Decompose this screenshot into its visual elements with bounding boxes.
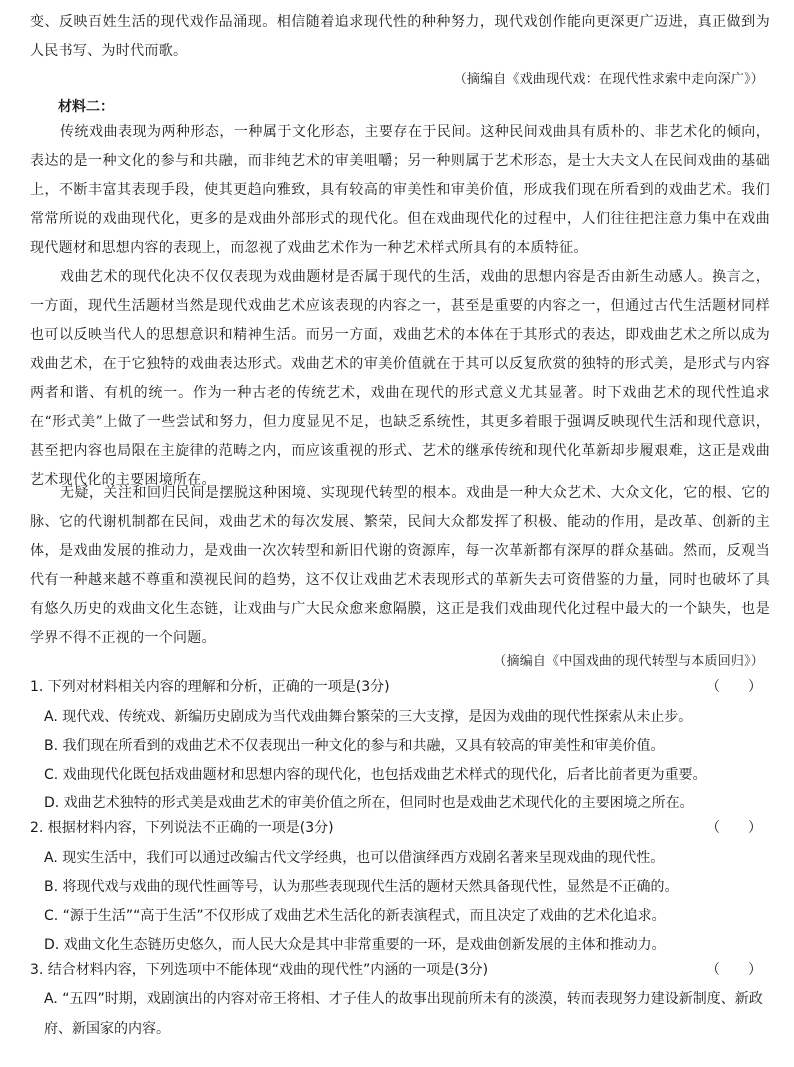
material1-tail-text: 变、反映百姓生活的现代戏作品涌现。相信随着追求现代性的种种努力，现代戏创作能向更深更广迈进，真正做到为人民书写、为时代而歌。 [30,14,770,59]
question-2-option-c[interactable]: C. “源于生活”“高于生活”不仅形成了戏曲艺术生活化的新表演程式，而且决定了戏曲的艺术化追求。 [44,908,666,924]
answer-bracket[interactable]: （ ） [706,820,762,836]
question-1-stem [30,677,770,697]
answer-bracket[interactable]: （ ） [706,962,762,978]
material2-paragraph: 无疑，关注和回归民间是摆脱这种困境、实现现代转型的根本。戏曲是一种大众艺术、大众文化，它的根、它的脉、它的代谢机制都在民间，戏曲艺术的每次发展、繁荣，民间大众都发挥了积极、能动的作用，是改革、创新的主体，是戏曲发展的推动力，是戏曲一次次转型和新旧代谢的资源库，每一次革新都有深厚的群众基础。然而，反观当代有一种越来越不尊重和漠视民间的趋势，这不仅让戏曲艺术表现形式的革新失去可资借鉴的力量，同时也破坏了具有悠久历史的戏曲文化生态链，让戏曲与广大民众愈来愈隔膜，这正是我们戏曲现代化过程中最大的一个缺失，也是学界不得不正视的一个问题。 [30,485,770,646]
question-3-stem [30,960,770,980]
question-1-option-d[interactable]: D. 戏曲艺术独特的形式美是戏曲艺术的审美价值之所在，但同时也是戏曲艺术现代化的主要困境之所在。 [44,795,694,811]
question-stem-text: 3. 结合材料内容，下列选项中不能体现“戏曲的现代性”内涵的一项是(3分) [30,962,489,978]
question-2-option-d[interactable]: D. 戏曲文化生态链历史悠久，而人民大众是其中非常重要的一环，是戏曲创新发展的主体和推动力。 [44,937,666,953]
question-3-option-a[interactable]: A. “五四”时期，戏剧演出的内容对帝王将相、才子佳人的故事出现前所未有的淡漠，转而表现努力建设新制度、新政府、新国家的内容。 [44,991,763,1037]
material2-source: （摘编自《中国戏曲的现代转型与本质回归》） [493,654,764,669]
material2-paragraph: 传统戏曲表现为两种形态，一种属于文化形态，主要存在于民间。这种民间戏曲具有质朴的、非艺术化的倾向，表达的是一种文化的参与和共融，而非纯艺术的审美咀嚼；另一种则属于艺术形态，是士大夫文人在民间戏曲的基础上，不断丰富其表现手段，使其更趋向雅致，具有较高的审美性和审美价值，形成我们现在所看到的戏曲艺术。我们常常所说的戏曲现代化，更多的是戏曲外部形式的现代化。但在戏曲现代化的过程中，人们往往把注意力集中在戏曲现代题材和思想内容的表现上，而忽视了戏曲艺术作为一种艺术样式所具有的本质特征。 [30,124,770,256]
answer-bracket[interactable]: （ ） [706,679,762,695]
material2-heading: 材料二： [58,99,114,115]
material1-source: （摘编自《戏曲现代戏：在现代性求索中走向深广》） [453,72,764,87]
question-1-option-c[interactable]: C. 戏曲现代化既包括戏曲题材和思想内容的现代化，也包括戏曲艺术样式的现代化，后者比前者更为重要。 [44,767,707,783]
question-stem-text: 2. 根据材料内容，下列说法不正确的一项是(3分) [30,820,334,836]
question-2-option-a[interactable]: A. 现实生活中，我们可以通过改编古代文学经典，也可以借演绎西方戏剧名著来呈现戏曲的现代性。 [44,850,665,866]
question-stem-text: 1. 下列对材料相关内容的理解和分析，正确的一项是(3分) [30,679,390,695]
material2-paragraph: 戏曲艺术的现代化决不仅仅表现为戏曲题材是否属于现代的生活，戏曲的思想内容是否由新生动感人。换言之，一方面，现代生活题材当然是现代戏曲艺术应该表现的内容之一，甚至是重要的内容之一，但通过古代生活题材同样也可以反映当代人的思想意识和精神生活。而另一方面，戏曲艺术的本体在于其形式的表达，即戏曲艺术之所以成为戏曲艺术，在于它独特的戏曲表达形式。戏曲艺术的审美价值就在于其可以反复欣赏的独特的形式美，是形式与内容两者和谐、有机的统一。作为一种古老的传统艺术，戏曲在现代的形式意义尤其显著。时下戏曲艺术的现代性追求在“形式美”上做了一些尝试和努力，但力度显见不足，也缺乏系统性，其更多着眼于强调反映现代生活和现代意识，甚至把内容也局限在主旋律的范畴之内，而应该重视的形式、艺术的继承传统和现代化革新却步履艰难，这正是戏曲艺术现代化的主要困境所在。 [30,269,770,488]
question-1-option-b[interactable]: B. 我们现在所看到的戏曲艺术不仅表现出一种文化的参与和共融，又具有较高的审美性和审美价值。 [44,738,665,754]
question-2-stem [30,818,770,838]
question-2-option-b[interactable]: B. 将现代戏与戏曲的现代性画等号，认为那些表现现代生活的题材天然具备现代性，显然是不正确的。 [44,879,679,895]
question-1-option-a[interactable]: A. 现代戏、传统戏、新编历史剧成为当代戏曲舞台繁荣的三大支撑，是因为戏曲的现代性探索从未止步。 [44,709,693,725]
